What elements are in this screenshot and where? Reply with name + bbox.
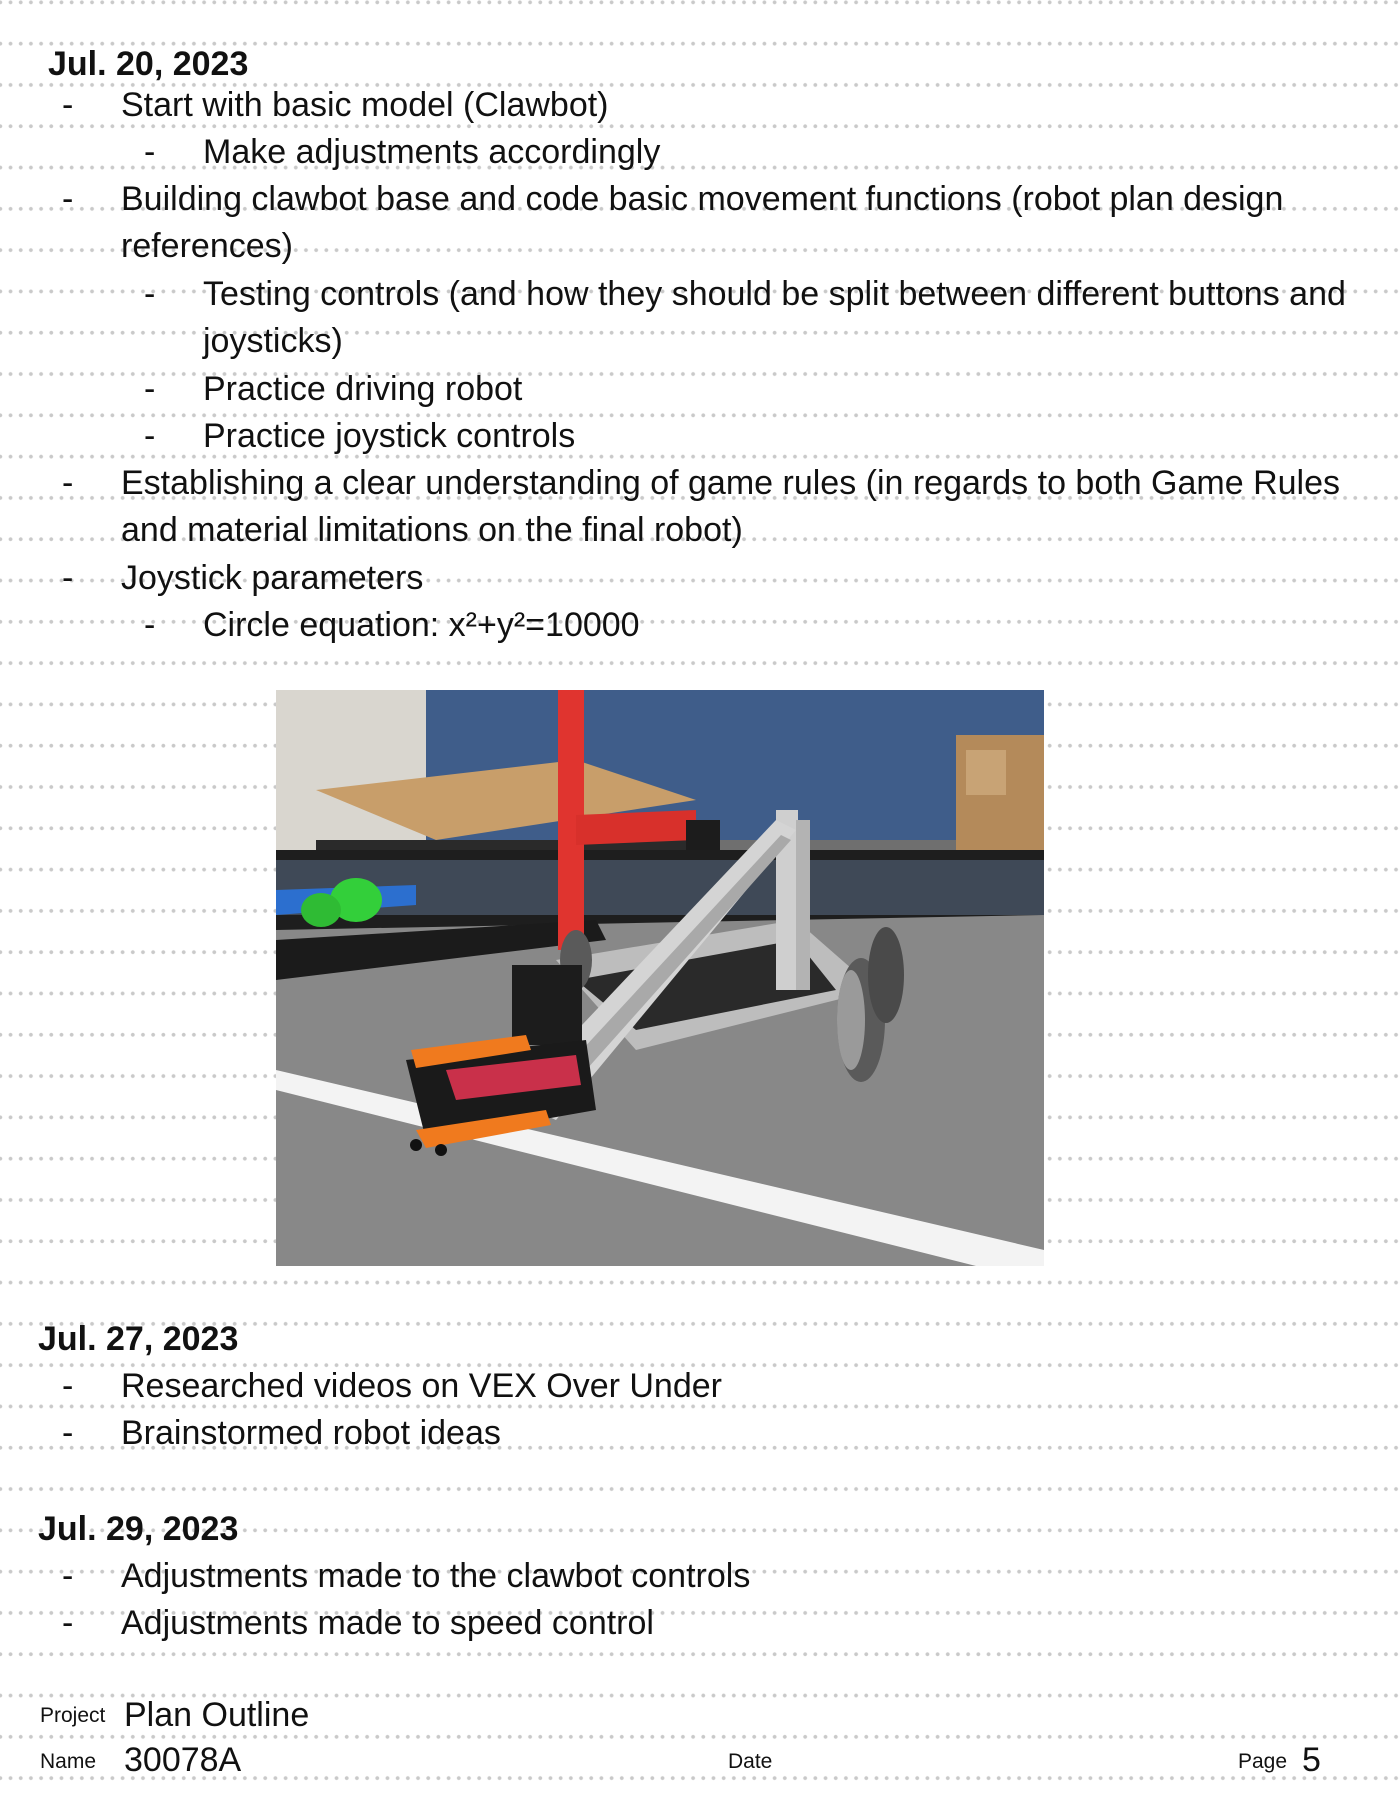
list-item-text: Practice joystick controls	[203, 417, 576, 455]
robot-photo-illustration	[276, 690, 1044, 1266]
name-value: 30078A	[124, 1741, 242, 1779]
list-item-text: Building clawbot base and code basic movement functions (robot plan design references)	[121, 180, 1284, 265]
bullet-dash: -	[62, 1604, 74, 1642]
list-item-text: Start with basic model (Clawbot)	[121, 86, 609, 124]
bullet-dash: -	[144, 133, 156, 171]
list-item-text: Make adjustments accordingly	[203, 133, 661, 171]
list-item-text: Establishing a clear understanding of game rules (in regards to both Game Rules and material limitations on the final robot)	[121, 464, 1341, 549]
entry-date: Jul. 29, 2023	[38, 1510, 239, 1548]
page-number: 5	[1302, 1741, 1321, 1779]
list-item-text: Joystick parameters	[121, 559, 424, 597]
bullet-dash: -	[62, 1367, 74, 1405]
bullet-dash: -	[144, 417, 156, 455]
bullet-dash: -	[62, 559, 74, 597]
bullet-dash: -	[144, 606, 156, 644]
robot-photo	[276, 690, 1044, 1266]
list-item-text: Practice driving robot	[203, 370, 523, 408]
entry-date: Jul. 20, 2023	[48, 45, 249, 83]
bullet-dash: -	[62, 1557, 74, 1595]
bullet-dash: -	[144, 370, 156, 408]
list-item-text: Researched videos on VEX Over Under	[121, 1367, 722, 1405]
entry-date: Jul. 27, 2023	[38, 1320, 239, 1358]
bullet-dash: -	[62, 180, 74, 218]
bullet-dash: -	[144, 275, 156, 313]
name-label: Name	[40, 1750, 97, 1773]
bullet-dash: -	[62, 464, 74, 502]
list-item-text: Adjustments made to speed control	[121, 1604, 654, 1642]
list-item-text: Testing controls (and how they should be split between different buttons and joysticks)	[203, 275, 1346, 360]
project-label: Project	[40, 1704, 106, 1727]
list-item-text: Brainstormed robot ideas	[121, 1414, 501, 1452]
bullet-dash: -	[62, 86, 74, 124]
project-value: Plan Outline	[124, 1696, 310, 1734]
date-label: Date	[728, 1750, 773, 1773]
page-label: Page	[1238, 1750, 1288, 1773]
list-item-text: Circle equation: x²+y²=10000	[203, 606, 640, 644]
list-item-text: Adjustments made to the clawbot controls	[121, 1557, 751, 1595]
bullet-dash: -	[62, 1414, 74, 1452]
